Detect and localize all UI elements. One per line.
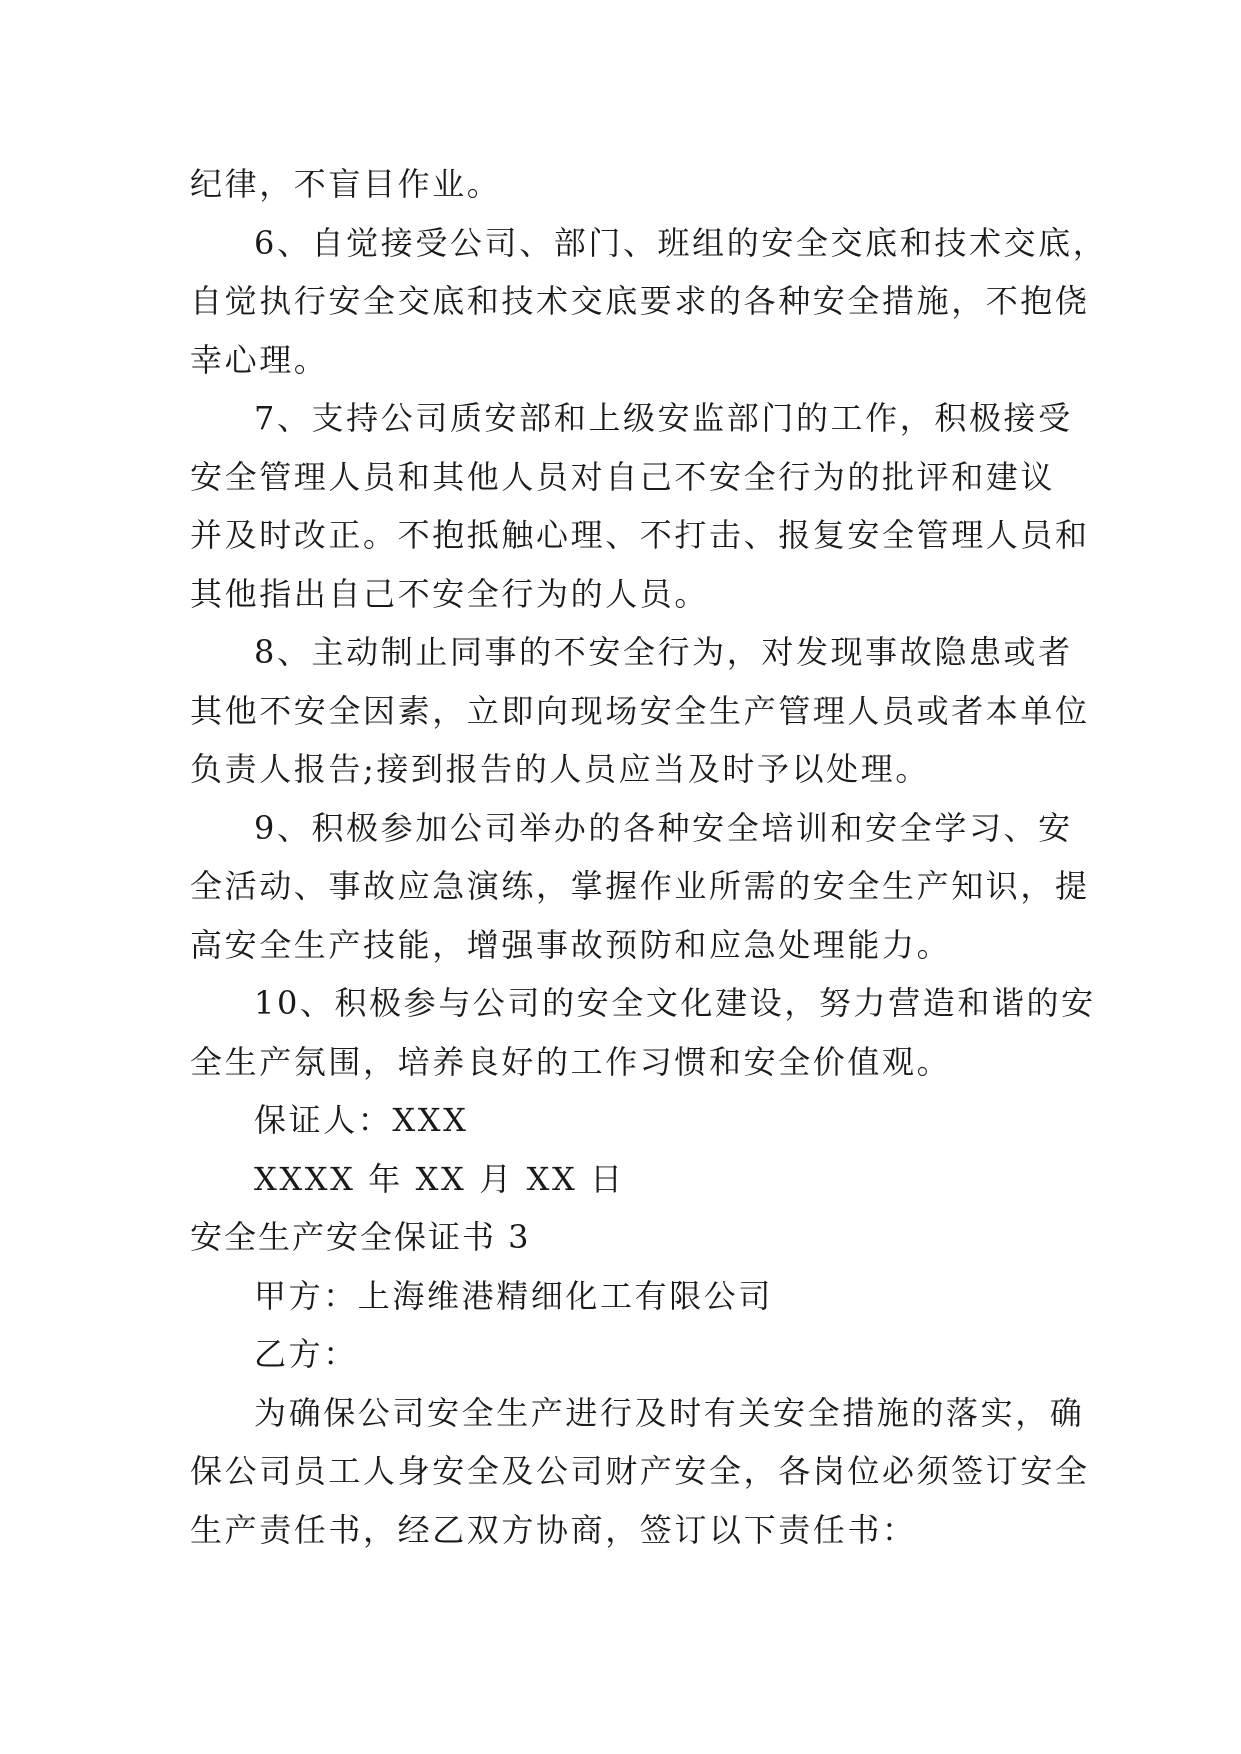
paragraph-line: 负责人报告;接到报告的人员应当及时予以处理。 — [190, 750, 930, 788]
paragraph-line: 保公司员工人身安全及公司财产安全，各岗位必须签订安全 — [190, 1452, 1090, 1490]
date-line: XXXX 年 XX 月 XX 日 — [254, 1159, 625, 1198]
section-title: 安全生产安全保证书 3 — [190, 1218, 531, 1256]
paragraph-line: 全活动、事故应急演练，掌握作业所需的安全生产知识，提 — [190, 867, 1090, 905]
guarantor-line: 保证人：XXX — [254, 1101, 469, 1139]
paragraph-line: 高安全生产技能，增强事故预防和应急处理能力。 — [190, 925, 952, 964]
paragraph-line: 幸心理。 — [190, 340, 329, 379]
paragraph-line: 全生产氛围，培养良好的工作习惯和安全价值观。 — [190, 1042, 952, 1081]
item-6-line: 6、自觉接受公司、部门、班组的安全交底和技术交底， — [254, 223, 1108, 262]
intro-line: 为确保公司安全生产进行及时有关安全措施的落实，确 — [254, 1393, 1085, 1432]
item-8-line: 8、主动制止同事的不安全行为，对发现事故隐患或者 — [254, 633, 1073, 671]
paragraph-line: 其他指出自己不安全行为的人员。 — [190, 574, 710, 613]
party-b-line: 乙方： — [254, 1335, 358, 1373]
paragraph-line: 并及时改正。不抱抵触心理、不打击、报复安全管理人员和 — [190, 516, 1090, 554]
item-10-line: 10、积极参与公司的安全文化建设，努力营造和谐的安 — [254, 984, 1096, 1022]
document-body — [190, 155, 1108, 1559]
paragraph-line: 生产责任书，经乙双方协商，签订以下责任书： — [190, 1510, 917, 1549]
paragraph-line: 其他不安全因素，立即向现场安全生产管理人员或者本单位 — [190, 691, 1090, 730]
item-9-line: 9、积极参加公司举办的各种安全培训和安全学习、安 — [254, 808, 1073, 847]
paragraph-line: 安全管理人员和其他人员对自己不安全行为的批评和建议 — [190, 457, 1056, 496]
paragraph-line: 纪律，不盲目作业。 — [190, 165, 502, 203]
paragraph-line: 自觉执行安全交底和技术交底要求的各种安全措施，不抱侥 — [190, 282, 1090, 320]
party-a-line: 甲方：上海维港精细化工有限公司 — [254, 1276, 774, 1315]
item-7-line: 7、支持公司质安部和上级安监部门的工作，积极接受 — [254, 399, 1073, 437]
